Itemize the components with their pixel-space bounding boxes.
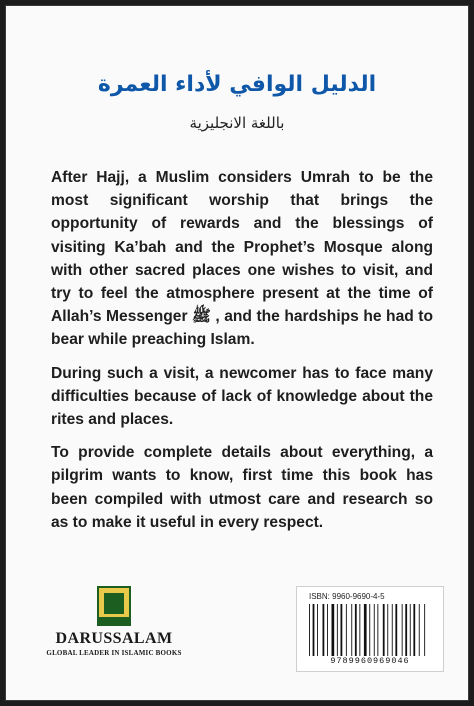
book-back-cover — [6, 6, 468, 700]
blurb-paragraph: To provide complete details about everything, a pilgrim wants to know, first time this book has been compiled with utmost care and research so as to make it useful in every respect. — [51, 444, 433, 531]
darussalam-logo-icon — [97, 586, 131, 626]
blurb-text — [51, 166, 433, 544]
publisher-tagline: GLOBAL LEADER IN ISLAMIC BOOKS — [46, 649, 182, 657]
blurb-paragraph: During such a visit, a newcomer has to face many difficulties because of lack of knowledge about the rites and places. — [51, 364, 433, 429]
barcode-block — [296, 586, 444, 672]
isbn-label: ISBN: 9960-9690-4-5 — [309, 592, 385, 601]
arabic-subtitle: باللغة الانجليزية — [189, 114, 285, 132]
barcode-number: 9789960969046 — [330, 656, 410, 666]
blurb-paragraph: After Hajj, a Muslim considers Umrah to be the most significant worship that brings the opportunity of rewards and the blessings of visiting Ka’bah and the Prophet’s Mosque along with other sacred places one wishes to visit, and try to feel the atmosphere present at the time of Allah’s Messenger ﷺ , and the hardships he had to bear while preaching Islam. — [51, 169, 433, 349]
publisher-logo — [34, 586, 194, 657]
arabic-title: الدليل الوافي لأداء العمرة — [97, 72, 377, 97]
barcode-image — [307, 604, 433, 656]
publisher-name: DARUSSALAM — [55, 630, 173, 647]
